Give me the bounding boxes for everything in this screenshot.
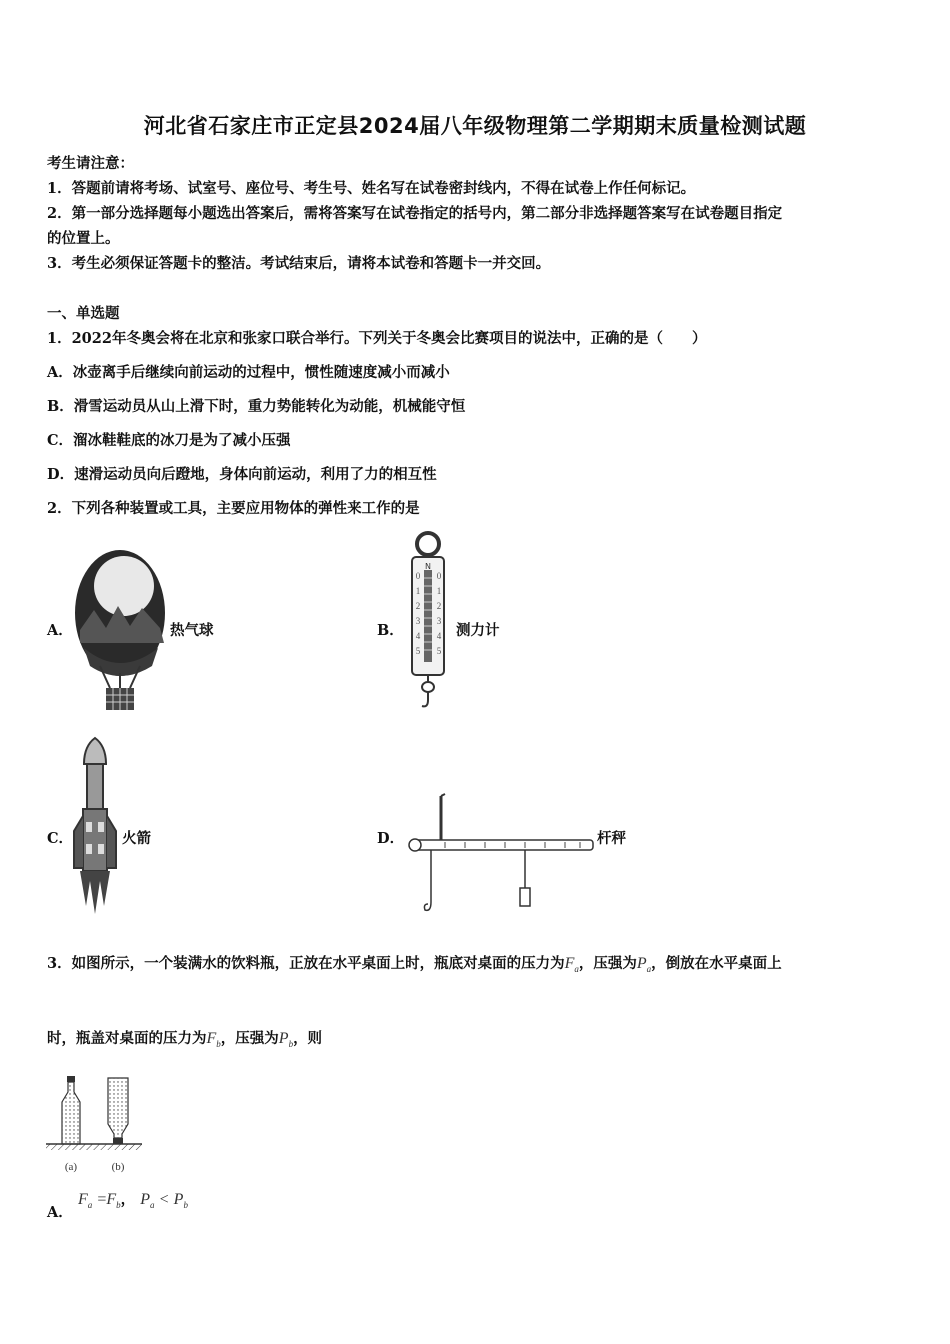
notice-heading: 考生请注意： [47,155,134,172]
force-b-symbol [206,1030,221,1050]
scale-number-left: 5 [415,646,421,656]
spring-scale-image [400,530,456,715]
page-title: 河北省石家庄市正定县2024届八年级物理第二学期期末质量检测试题 [143,114,807,138]
symbol-F: F [78,1191,88,1208]
q2-option-a-label: 热气球 [170,622,214,639]
q3-text: 3．如图所示，一个装满水的饮料瓶，正放在水平桌面上时，瓶底对桌面的压力为 [47,955,565,972]
q2-option-d-letter: D． [377,830,405,847]
scale-number-left: 0 [415,571,421,581]
q3-stem-line2 [47,1027,322,1049]
separator: ， [120,1191,136,1208]
subscript-a: a [574,964,579,975]
subscript-a: a [87,1200,93,1211]
subscript-b: b [216,1039,221,1050]
steelyard-image [405,790,595,918]
q3-text: ，压强为 [220,1030,279,1047]
q3-stem-line1 [47,952,782,974]
scale-top-letter: N [425,562,431,571]
force-a-symbol [564,955,579,975]
subscript-a: a [150,1200,155,1211]
figure-label-a: (a) [64,1161,78,1173]
q2-option-d-label: 杆秤 [597,830,626,847]
rocket-image [70,736,120,916]
q2-stem: 2．下列各种装置或工具，主要应用物体的弹性来工作的是 [47,500,420,517]
scale-number-left: 2 [415,601,421,611]
q2-option-b-label: 测力计 [456,622,500,639]
subscript-b: b [183,1200,188,1211]
scale-number-right: 1 [436,586,442,596]
q3-option-a [78,1188,188,1210]
q1-option-d: D．速滑运动员向后蹬地，身体向前运动，利用了力的相互性 [47,466,437,483]
symbol-P: P [278,1030,289,1047]
subscript-a: a [646,964,652,975]
q3-text: ，压强为 [578,955,637,972]
scale-number-right: 3 [436,616,442,626]
q1-stem: 1．2022年冬奥会将在北京和张家口联合举行。下列关于冬奥会比赛项目的说法中，正确的是（ ） [47,330,707,347]
q3-option-a-letter: A． [47,1204,73,1221]
scale-number-left: 4 [415,631,421,641]
figure-label-b: (b) [111,1161,125,1173]
bottles-figure [44,1072,144,1177]
q3-text: 时，瓶盖对桌面的压力为 [47,1030,207,1047]
scale-number-left: 3 [415,616,421,626]
pressure-b-symbol [173,1191,188,1211]
q2-option-a-letter: A． [47,622,73,639]
hot-air-balloon-image [72,548,172,713]
pressure-b-symbol [278,1030,294,1050]
symbol-P: P [636,955,647,972]
subscript-b: b [288,1039,294,1050]
q2-option-c-letter: C． [47,830,74,847]
q1-option-c: C．溜冰鞋鞋底的冰刀是为了减小压强 [47,432,291,449]
less-than-sign: < [159,1191,169,1208]
notice-item-3: 3．考生必须保证答题卡的整洁。考试结束后，请将本试卷和答题卡一并交回。 [47,255,551,272]
scale-number-left: 1 [415,586,421,596]
symbol-F: F [564,955,575,972]
q2-option-b-letter: B． [377,622,404,639]
pressure-a-symbol [636,955,652,975]
equals-sign: = [97,1191,107,1208]
notice-item-2: 2．第一部分选择题每小题选出答案后，需将答案写在试卷指定的括号内，第二部分非选择题答案写在试卷题目指定 [47,205,783,222]
force-b-symbol [106,1191,121,1211]
q1-option-b: B．滑雪运动员从山上滑下时，重力势能转化为动能，机械能守恒 [47,398,466,415]
q3-text: ，倒放在水平桌面上 [651,955,782,972]
scale-number-right: 5 [436,646,442,656]
notice-item-1: 1．答题前请将考场、试室号、座位号、考生号、姓名写在试卷密封线内，不得在试卷上作任何标记。 [47,180,696,197]
symbol-P: P [173,1191,184,1208]
notice-item-2-cont: 的位置上。 [47,230,120,247]
symbol-F: F [106,1191,117,1208]
force-a-symbol [78,1191,93,1211]
scale-number-right: 4 [436,631,442,641]
subscript-b: b [116,1200,121,1211]
q3-text: ，则 [293,1030,323,1047]
q2-option-c-label: 火箭 [122,830,151,847]
symbol-F: F [206,1030,217,1047]
pressure-a-symbol [140,1191,155,1211]
scale-number-right: 0 [436,571,442,581]
scale-number-right: 2 [436,601,442,611]
q1-option-a: A．冰壶离手后继续向前运动的过程中，惯性随速度减小而减小 [47,364,450,381]
symbol-P: P [140,1191,150,1208]
section-heading: 一、单选题 [47,305,120,322]
